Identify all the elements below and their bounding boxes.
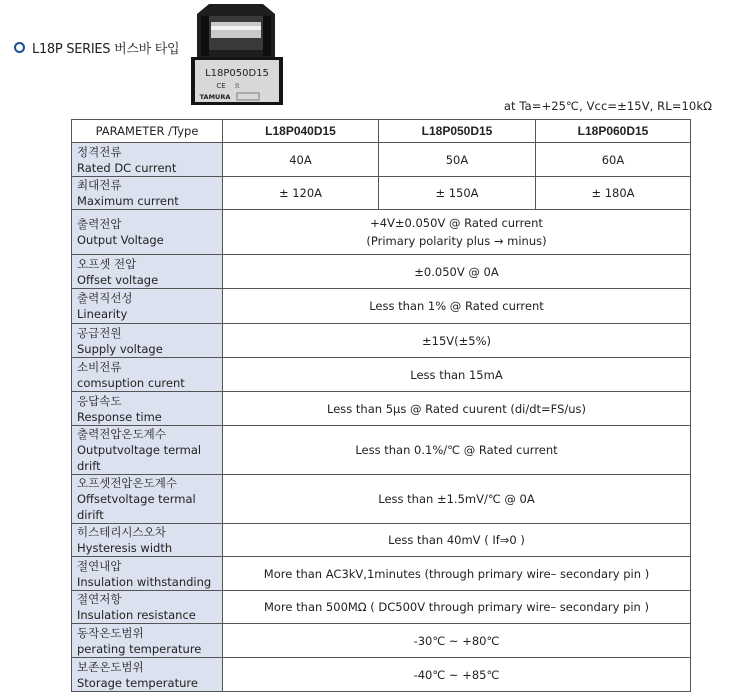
param-ko: 출력전압 bbox=[77, 217, 122, 231]
param-ko: 절연저항 bbox=[77, 592, 122, 606]
header-model: L18P050D15 bbox=[379, 120, 536, 143]
param-cell bbox=[72, 177, 223, 210]
param-cell bbox=[72, 524, 223, 557]
param-en: Offsetvoltage termal dirift bbox=[77, 492, 196, 522]
title-text: L18P SERIES 버스바 타입 bbox=[32, 42, 180, 57]
param-ko: 응답속도 bbox=[77, 393, 122, 408]
param-en: Output Voltage bbox=[77, 233, 164, 247]
value-cell: ±15V(±5%) bbox=[223, 324, 691, 358]
table-row bbox=[72, 524, 691, 557]
table-row bbox=[72, 591, 691, 624]
value-cell: ± 120A bbox=[223, 177, 379, 210]
param-cell bbox=[72, 658, 223, 692]
param-cell bbox=[72, 591, 223, 624]
table-row bbox=[72, 289, 691, 324]
param-cell bbox=[72, 426, 223, 475]
table-row bbox=[72, 624, 691, 658]
param-ko: 출력전압온도계수 bbox=[77, 427, 166, 441]
param-en: Outputvoltage termal drift bbox=[77, 443, 202, 473]
table-row bbox=[72, 358, 691, 392]
param-ko: 오프셋전압온도계수 bbox=[77, 476, 177, 490]
value-cell: Less than 15mA bbox=[223, 358, 691, 392]
param-cell bbox=[72, 143, 223, 177]
param-ko: 동작온도범위 bbox=[77, 625, 144, 640]
param-en: perating temperature bbox=[77, 641, 202, 656]
table-row bbox=[72, 177, 691, 210]
param-en: Rated DC current bbox=[77, 160, 177, 175]
svg-text:ℛ: ℛ bbox=[234, 83, 240, 90]
table-row bbox=[72, 143, 691, 177]
param-ko: 절연내압 bbox=[77, 558, 122, 573]
param-en: Supply voltage bbox=[77, 341, 163, 356]
param-cell bbox=[72, 392, 223, 426]
value-cell: More than AC3kV,1minutes (through primary wire– secondary pin ) bbox=[223, 557, 691, 591]
value-cell: More than 500MΩ ( DC500V through primary wire– secondary pin ) bbox=[223, 591, 691, 624]
table-row bbox=[72, 255, 691, 289]
param-cell bbox=[72, 358, 223, 392]
param-ko: 최대전류 bbox=[77, 178, 122, 192]
param-en: Storage temperature bbox=[77, 675, 198, 690]
header-parameter: PARAMETER /Type bbox=[72, 120, 223, 143]
svg-text:CE: CE bbox=[216, 82, 226, 90]
param-en: Maximum current bbox=[77, 194, 179, 208]
header-model: L18P040D15 bbox=[223, 120, 379, 143]
spec-table bbox=[71, 119, 691, 692]
product-photo bbox=[187, 2, 285, 107]
param-ko: 오프셋 전압 bbox=[77, 256, 137, 271]
param-en: Insulation resistance bbox=[77, 608, 196, 622]
param-en: Linearity bbox=[77, 307, 128, 321]
param-cell bbox=[72, 210, 223, 255]
param-ko: 정격전류 bbox=[77, 144, 122, 159]
param-cell bbox=[72, 475, 223, 524]
value-cell: 40A bbox=[223, 143, 379, 177]
param-en: Insulation withstanding bbox=[77, 574, 212, 589]
param-cell bbox=[72, 255, 223, 289]
brand-text: TAMURA bbox=[199, 93, 231, 101]
bullet-circle-icon bbox=[14, 42, 25, 53]
value-cell: Less than 0.1%/℃ @ Rated current bbox=[223, 426, 691, 475]
param-en: Offset voltage bbox=[77, 272, 159, 287]
param-ko: 출력직선성 bbox=[77, 291, 133, 305]
value-line: +4V±0.050V @ Rated current bbox=[370, 216, 543, 230]
param-cell bbox=[72, 624, 223, 658]
value-cell: 60A bbox=[536, 143, 691, 177]
param-en: Response time bbox=[77, 409, 162, 424]
value-cell: Less than 5μs @ Rated cuurent (di/dt=FS/us) bbox=[223, 392, 691, 426]
param-cell bbox=[72, 289, 223, 324]
table-header-row bbox=[72, 120, 691, 143]
param-cell bbox=[72, 557, 223, 591]
table-row bbox=[72, 426, 691, 475]
table-row bbox=[72, 210, 691, 255]
table-row bbox=[72, 392, 691, 426]
table-row bbox=[72, 324, 691, 358]
param-ko: 소비전류 bbox=[77, 359, 122, 374]
value-cell: -30℃ ~ +80℃ bbox=[223, 624, 691, 658]
value-cell: Less than 40mV ( If⇒0 ) bbox=[223, 524, 691, 557]
value-line: (Primary polarity plus → minus) bbox=[366, 234, 547, 248]
value-cell: Less than 1% @ Rated current bbox=[223, 289, 691, 324]
param-ko: 보존온도범위 bbox=[77, 659, 144, 674]
value-cell: -40℃ ~ +85℃ bbox=[223, 658, 691, 692]
param-en: comsuption curent bbox=[77, 375, 185, 390]
value-cell: ± 150A bbox=[379, 177, 536, 210]
value-cell bbox=[223, 210, 691, 255]
value-cell: 50A bbox=[379, 143, 536, 177]
value-cell: ± 180A bbox=[536, 177, 691, 210]
page-title bbox=[14, 38, 179, 57]
param-ko: 공급전원 bbox=[77, 325, 122, 340]
table-row bbox=[72, 475, 691, 524]
table-row bbox=[72, 658, 691, 692]
param-ko: 히스테리시스오차 bbox=[77, 525, 166, 539]
value-cell: ±0.050V @ 0A bbox=[223, 255, 691, 289]
table-row bbox=[72, 557, 691, 591]
test-conditions: at Ta=+25℃, Vcc=±15V, RL=10kΩ bbox=[503, 99, 712, 113]
product-label-text: L18P050D15 bbox=[205, 68, 269, 79]
param-en: Hysteresis width bbox=[77, 541, 173, 555]
param-cell bbox=[72, 324, 223, 358]
header-model: L18P060D15 bbox=[536, 120, 691, 143]
value-cell: Less than ±1.5mV/℃ @ 0A bbox=[223, 475, 691, 524]
